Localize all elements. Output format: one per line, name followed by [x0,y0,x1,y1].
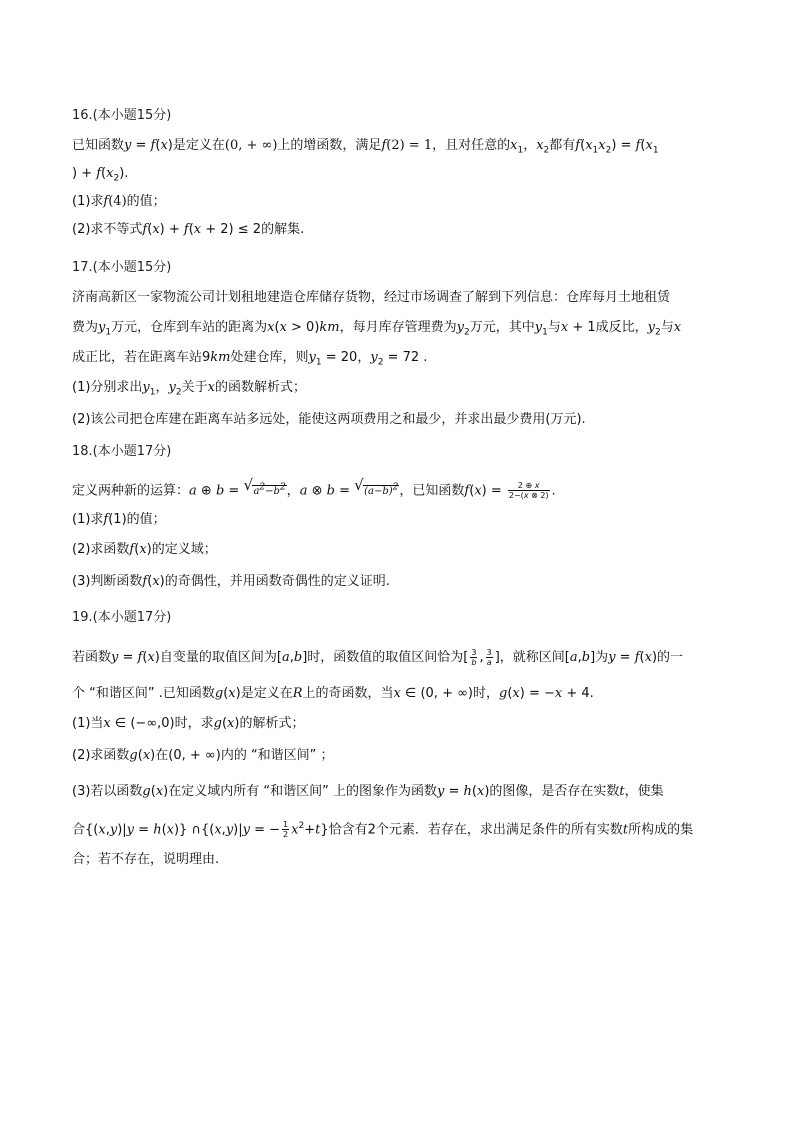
q19-part1: (1)当x ∈ (−∞,0)时，求g(x)的解析式； [72,716,305,731]
q17-line1: 济南高新区一家物流公司计划租地建造仓库储存货物，经过市场调查了解到下列信息：仓库每月土地租赁 [72,290,671,305]
q18-stem: 定义两种新的运算：a ⊕ b = √ $a^2-b^2$，a ⊗ b = √ $(a-b)^2$，已知函数f(x) = $\frac{2 \oplus x}{2-(x \otimes 2)}$ . [72,476,556,501]
q16-stem-line1: 已知函数y = f(x)是定义在(0, + ∞)上的增函数，满足f(2) = 1，且对任意的$x_1$，$x_2$都有$f(x_1x_2) = f(x_1$ [72,138,659,156]
q19-part3-line3: 合；若不存在，说明理由. [72,852,220,867]
q17-line3: 成正比，若在距离车站9km处建仓库，则$y_1 = 20$，$y_2 = 72$ . [72,350,428,368]
q19-line1: 若函数y = f(x)自变量的取值区间为[a,b]时，函数值的取值区间恰为[ $\frac{3}{b}$ , $\frac{3}{a}$ ]，就称区间[a,b]为y = f(x)的一 [72,648,684,667]
q17-part2: (2)该公司把仓库建在距离车站多远处，能使这两项费用之和最少，并求出最少费用(万元). [72,412,586,427]
q19-part3-line1: (3)若以函数g(x)在定义域内所有 “和谐区间” 上的图象作为函数y = h(x)的图像，是否存在实数t，使集 [72,784,664,799]
q16-part2: (2)求不等式f(x) + f(x + 2) ≤ 2的解集. [72,222,305,237]
q16-stem-line2: ) + $f(x_2)$. [72,166,129,184]
q19-heading: 19.(本小题17分) [72,610,172,625]
q18-part3: (3)判断函数f(x)的奇偶性，并用函数奇偶性的定义证明. [72,574,390,589]
q18-heading: 18.(本小题17分) [72,444,172,459]
q17-part1: (1)分别求出$y_1$，$y_2$关于x的函数解析式； [72,380,306,398]
q17-line2: 费为$y_1$万元，仓库到车站的距离为x(x > 0)km，每月库存管理费为$y_2$万元，其中$y_1$与x + 1成反比，$y_2$与x [72,320,682,338]
q19-part2: (2)求函数g(x)在(0, + ∞)内的 “和谐区间” ； [72,748,334,763]
q17-heading: 17.(本小题15分) [72,260,172,275]
q16-heading: 16.(本小题15分) [72,108,172,123]
q18-part1: (1)求f(1)的值； [72,512,166,527]
q19-part3-line2: 合{(x,y)|y = h(x)} ∩{(x,y)|y = − $\frac{1}{2}$ $x^2+t$}恰含有2个元素．若存在，求出满足条件的所有实数t所构成的集 [72,820,694,840]
q19-line2: 个 “和谐区间” .已知函数g(x)是定义在R上的奇函数，当x ∈ (0, + ∞)时，g(x) = −x + 4. [72,686,594,701]
q18-part2: (2)求函数f(x)的定义域； [72,542,217,557]
q16-part1: (1)求f(4)的值； [72,194,166,209]
